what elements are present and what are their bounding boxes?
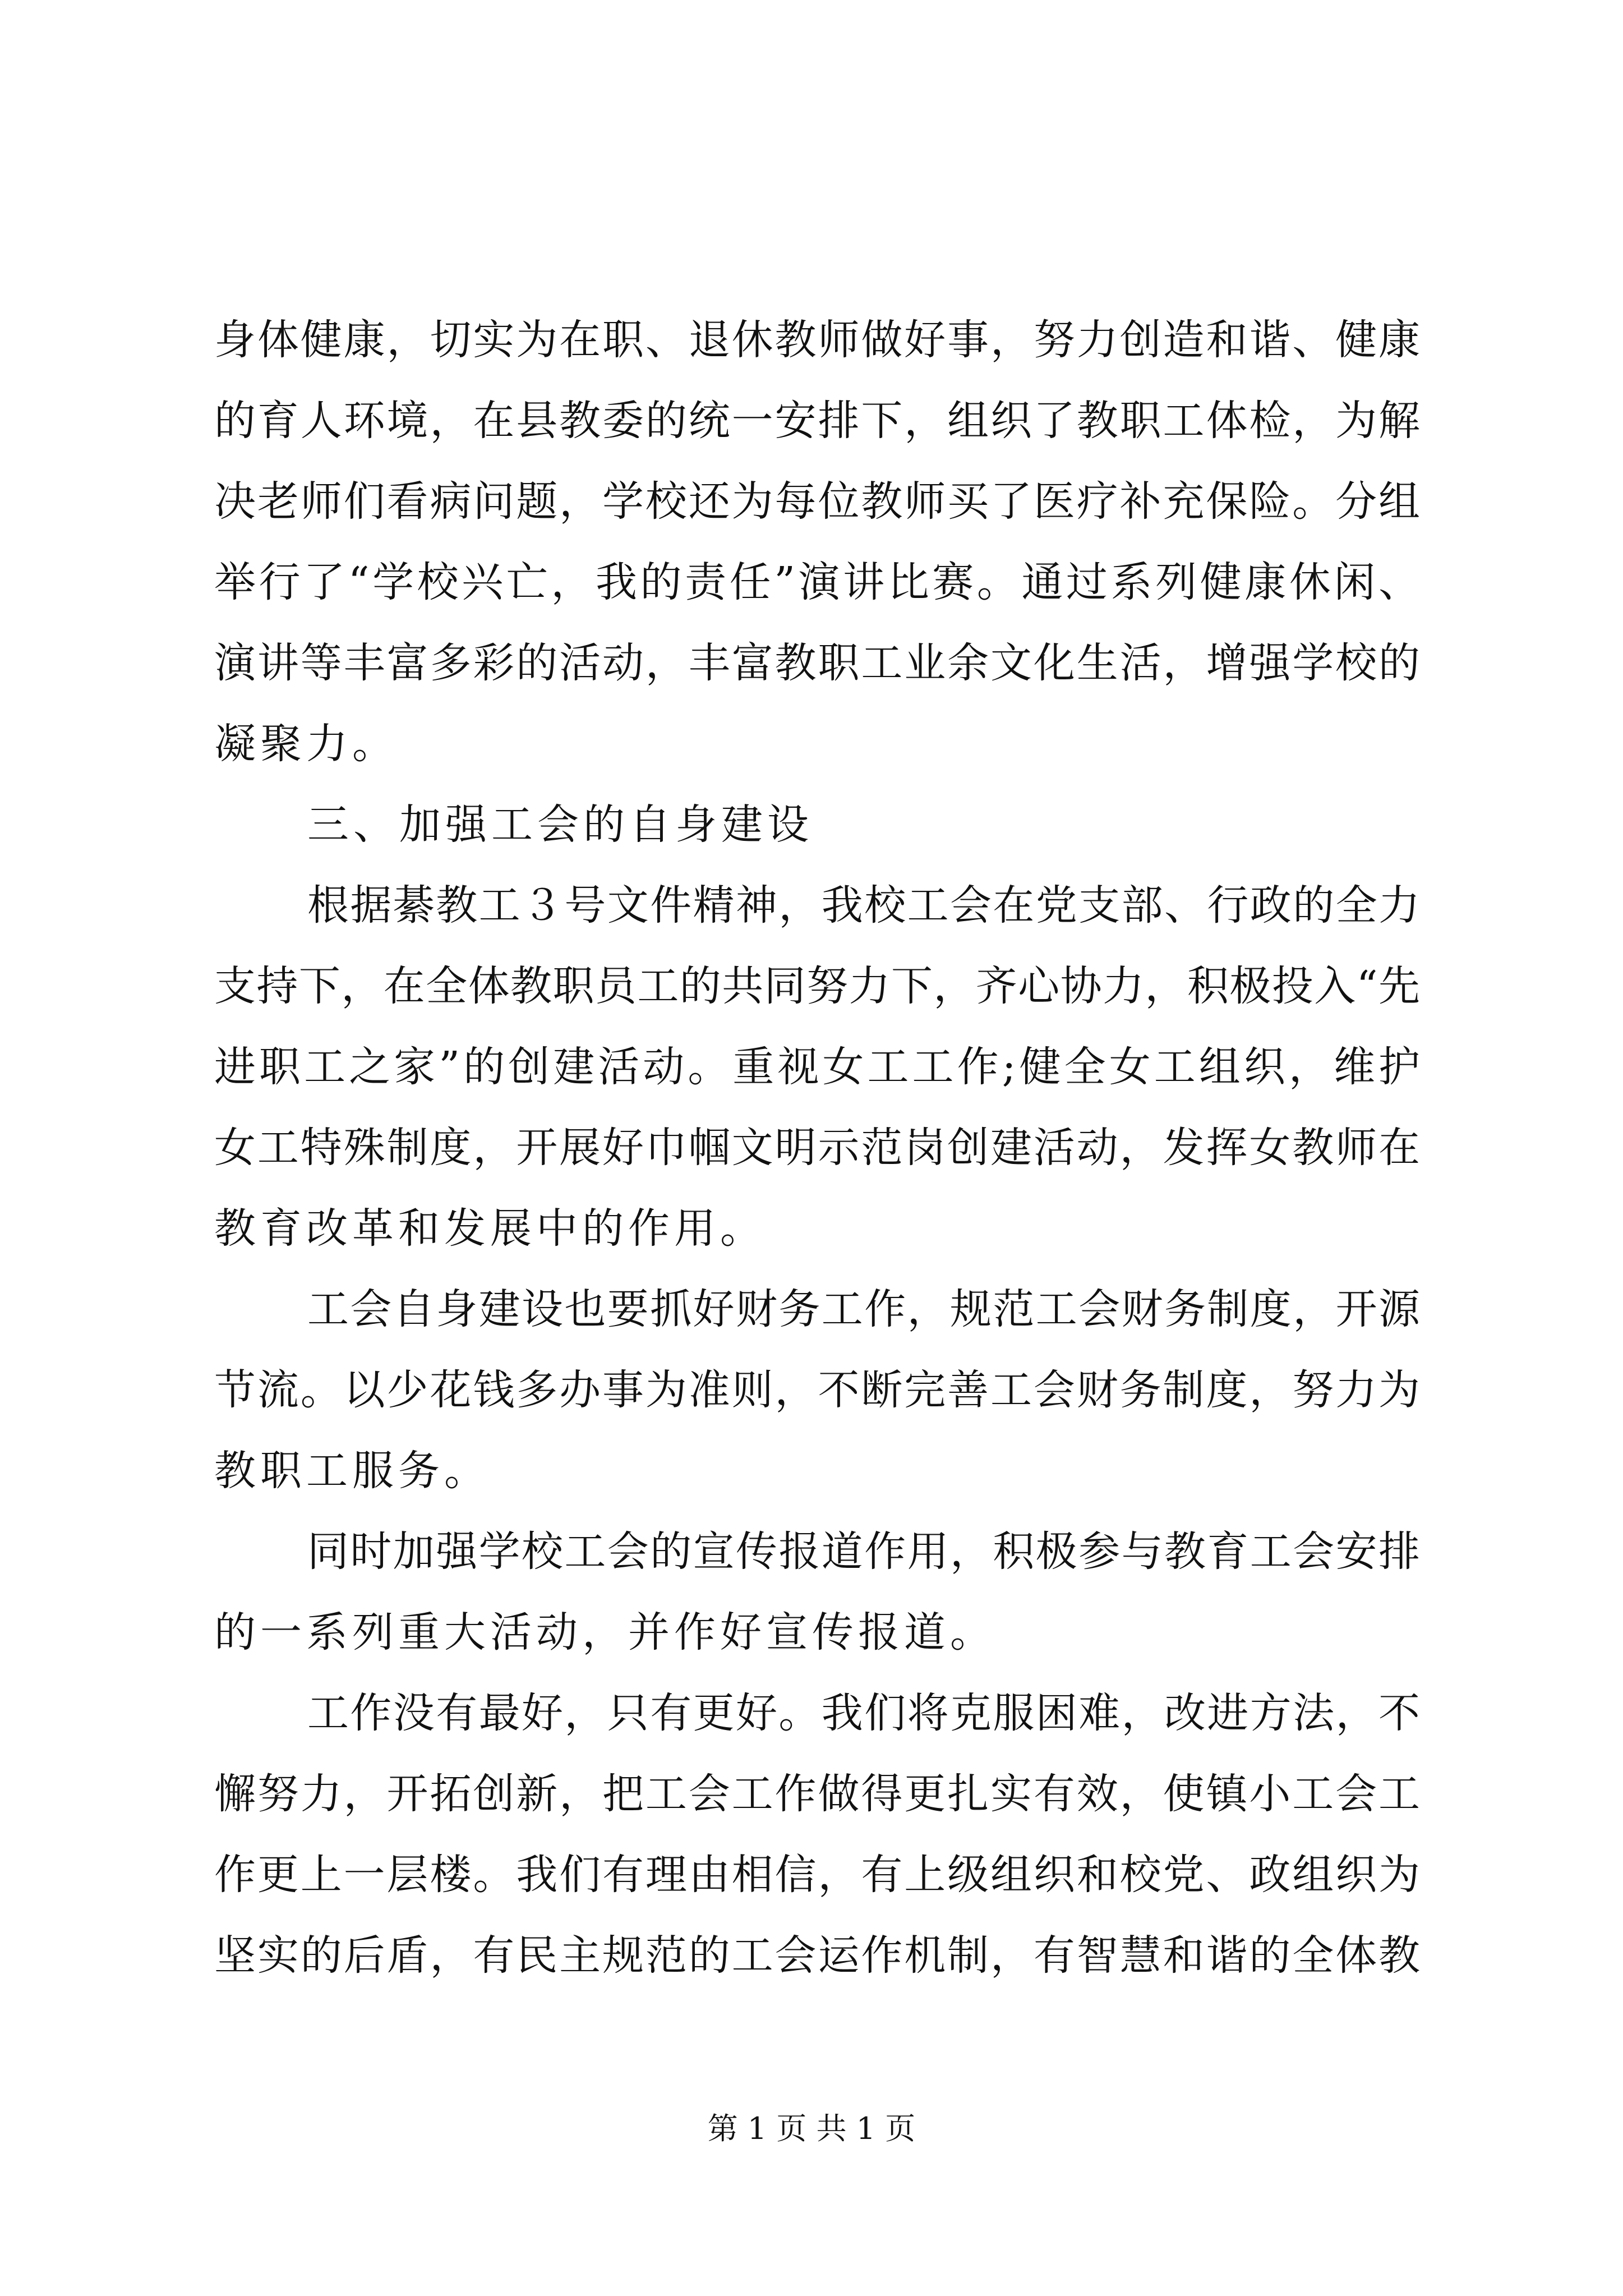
text-line: 教育改革和发展中的作用。 [214,1204,766,1253]
text-line: 作更上一层楼。我们有理由相信，有上级组织和校党、政组织为 [214,1851,1420,1899]
document-body [214,300,1420,1996]
text-line: 的一系列重大活动，并作好宣传报道。 [214,1608,996,1657]
text-line: 坚实的后盾，有民主规范的工会运作机制，有智慧和谐的全体教 [214,1931,1420,1980]
page-footer: 第 1 页 共 1 页 [707,2111,916,2146]
text-line: 支持下，在全体教职员工的共同努力下，齐心协力，积极投入“先 [214,962,1420,1010]
text-line: 节流。以少花钱多办事为准则，不断完善工会财务制度，努力为 [214,1366,1420,1414]
text-line: 的育人环境，在县教委的统一安排下，组织了教职工体检，为解 [214,397,1420,445]
text-line: 懈努力，开拓创新，把工会工作做得更扎实有效，使镇小工会工 [214,1770,1420,1818]
section-heading: 三、加强工会的自身建设 [307,800,813,849]
text-line: 身体健康，切实为在职、退休教师做好事，努力创造和谐、健康 [214,316,1420,364]
text-line: 根据綦教工３号文件精神，我校工会在党支部、行政的全力 [307,881,1420,930]
text-line: 凝聚力。 [214,720,398,768]
text-line: 演讲等丰富多彩的活动，丰富教职工业余文化生活，增强学校的 [214,639,1420,687]
text-line: 工作没有最好，只有更好。我们将克服困难，改进方法，不 [307,1689,1420,1737]
text-line: 进职工之家”的创建活动。重视女工工作;健全女工组织，维护 [214,1043,1420,1091]
text-line: 举行了“学校兴亡，我的责任”演讲比赛。通过系列健康休闲、 [214,558,1420,606]
text-line: 决老师们看病问题，学校还为每位教师买了医疗补充保险。分组 [214,477,1420,526]
text-line: 女工特殊制度，开展好巾帼文明示范岗创建活动，发挥女教师在 [214,1124,1420,1172]
text-line: 教职工服务。 [214,1447,490,1495]
text-line: 工会自身建设也要抓好财务工作，规范工会财务制度，开源 [307,1285,1420,1333]
text-line: 同时加强学校工会的宣传报道作用，积极参与教育工会安排 [307,1527,1420,1576]
